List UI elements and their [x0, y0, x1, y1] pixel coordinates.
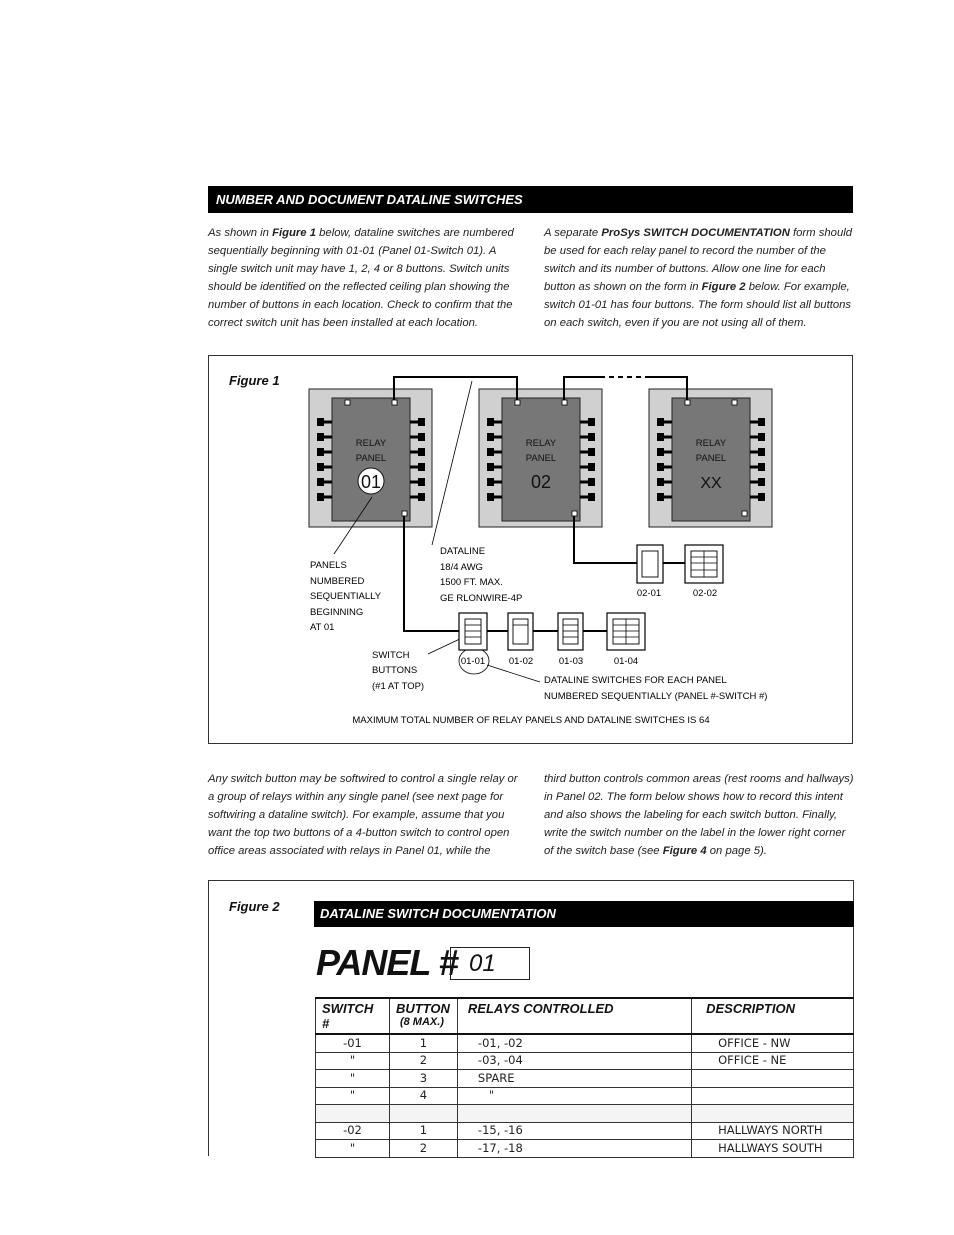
panel-connector — [410, 421, 418, 424]
panel-connector — [317, 448, 324, 456]
switch-label-02-02: 02-02 — [692, 588, 718, 599]
panel-connector — [758, 433, 765, 441]
panel-xx-title-2: PANEL — [695, 453, 727, 464]
dataline-note-line-1: DATALINE — [440, 546, 486, 557]
switch-label-02-01: 02-01 — [636, 588, 662, 599]
header-switch: SWITCH # — [316, 998, 390, 1034]
panel-connector — [588, 433, 595, 441]
panel-connector — [664, 466, 672, 469]
cell-relays: -15, -16 — [457, 1122, 691, 1140]
cell-relays: " — [457, 1087, 691, 1105]
header-button: BUTTON (8 MAX.) — [389, 998, 457, 1034]
cell-button — [389, 1105, 457, 1123]
panel-connector — [758, 418, 765, 426]
panel-connector — [487, 478, 494, 486]
panel-connector — [324, 496, 332, 499]
dataline-note-line-4: GE RLONWIRE-4P — [440, 593, 523, 604]
panel-connector — [580, 451, 588, 454]
cell-description: HALLWAYS SOUTH — [692, 1140, 854, 1158]
cell-description — [692, 1087, 854, 1105]
panel-connector — [580, 481, 588, 484]
dataline-note-line-3: 1500 FT. MAX. — [440, 577, 503, 588]
panel-connector — [410, 436, 418, 439]
table-row — [316, 1105, 854, 1123]
switch-01-01 — [459, 613, 487, 650]
panel-01-number: 01 — [360, 472, 382, 492]
table-row — [316, 1034, 854, 1052]
panel-connector — [750, 466, 758, 469]
panel-connector — [657, 418, 664, 426]
max-note: MAXIMUM TOTAL NUMBER OF RELAY PANELS AND DATALINE SWITCHES IS 64 — [352, 715, 710, 726]
cell-description: OFFICE - NE — [692, 1052, 854, 1070]
panel-connector — [317, 418, 324, 426]
panel-connector — [657, 463, 664, 471]
table-row — [316, 1070, 854, 1088]
switch-buttons-note-line-2: BUTTONS — [372, 665, 418, 676]
switch-02-02 — [685, 545, 723, 583]
panel-connector — [664, 451, 672, 454]
switch-01-02 — [508, 613, 533, 650]
cell-switch: " — [316, 1052, 390, 1070]
panel-xx-title-1: RELAY — [695, 438, 727, 449]
table-header-row — [316, 998, 854, 1034]
cell-relays: -03, -04 — [457, 1052, 691, 1070]
panel-connector — [657, 478, 664, 486]
panel-connector — [588, 493, 595, 501]
dataline-switches-01 — [404, 516, 459, 631]
panel-connector — [758, 478, 765, 486]
panel-connector — [758, 463, 765, 471]
cell-button: 1 — [389, 1122, 457, 1140]
cell-description — [692, 1105, 854, 1123]
figure-2-reference: Figure 2 — [701, 281, 746, 293]
panel-connector — [580, 496, 588, 499]
header-description: DESCRIPTION — [692, 998, 854, 1034]
panel-connector — [410, 496, 418, 499]
cell-button: 2 — [389, 1052, 457, 1070]
cell-relays — [457, 1105, 691, 1123]
panel-connector — [494, 436, 502, 439]
cell-switch: " — [316, 1070, 390, 1088]
cell-description — [692, 1070, 854, 1088]
switch-label-01-02: 01-02 — [508, 656, 534, 667]
figure-1-reference: Figure 1 — [272, 227, 317, 239]
panel-connector — [418, 478, 425, 486]
cell-relays: -17, -18 — [457, 1140, 691, 1158]
panel-connector — [324, 466, 332, 469]
panel-connector — [418, 418, 425, 426]
panel-01-title-1: RELAY — [355, 438, 387, 449]
dataline-note-line-2: 18/4 AWG — [440, 562, 483, 573]
panel-connector — [664, 436, 672, 439]
panel-connector — [657, 448, 664, 456]
form-title: DATALINE SWITCH DOCUMENTATION — [320, 906, 556, 921]
table-row — [316, 1052, 854, 1070]
panel-connector — [758, 448, 765, 456]
prosys-form-name: ProSys SWITCH DOCUMENTATION — [601, 227, 790, 239]
switch-buttons-note-line-3: (#1 AT TOP) — [372, 681, 425, 692]
panel-02-title-2: PANEL — [525, 453, 557, 464]
panel-connector — [588, 448, 595, 456]
panel-number-label: PANEL # — [316, 942, 458, 983]
cell-switch — [316, 1105, 390, 1123]
panel-connector — [317, 493, 324, 501]
panel-connector — [410, 451, 418, 454]
switches-note-line-2: NUMBERED SEQUENTIALLY (PANEL #-SWITCH #) — [544, 691, 768, 702]
panel-connector — [580, 436, 588, 439]
panel-connector — [580, 466, 588, 469]
cell-button: 1 — [389, 1034, 457, 1052]
cell-relays: -01, -02 — [457, 1034, 691, 1052]
panel-connector — [750, 421, 758, 424]
table-row — [316, 1140, 854, 1158]
body-paragraph-left: Any switch button may be softwired to control a single relay or a group of relays within any single panel (see next page for softwiring a dataline switch). For example, assume that you want the top two buttons of a 4-button switch to control open office areas associated with relays in Panel 01, while the — [208, 773, 518, 857]
panel-connector — [580, 421, 588, 424]
panel-connector — [487, 448, 494, 456]
panels-note-line-5: AT 01 — [310, 622, 335, 633]
panel-connector — [418, 493, 425, 501]
panel-connector — [487, 493, 494, 501]
cell-button: 4 — [389, 1087, 457, 1105]
intro-paragraph-right: A separate ProSys SWITCH DOCUMENTATION form should be used for each relay panel to record the number of the switch and its number of buttons. Allow one line for each button as shown on the form in Figure 2 below. For example, switch 01-01 has four buttons. The form should list all buttons on each switch, even if you are not using all of them. — [544, 227, 853, 329]
cell-switch: -01 — [316, 1034, 390, 1052]
switch-documentation-table — [315, 997, 854, 1158]
panel-connector — [324, 451, 332, 454]
panel-connector — [487, 433, 494, 441]
switch-01-04 — [607, 613, 645, 650]
panel-xx-number: XX — [700, 475, 722, 492]
panel-connector — [664, 481, 672, 484]
cell-switch: -02 — [316, 1122, 390, 1140]
section-title: NUMBER AND DOCUMENT DATALINE SWITCHES — [216, 192, 523, 207]
panel-connector — [664, 496, 672, 499]
switch-02-01 — [637, 545, 663, 583]
panels-note-line-1: PANELS — [310, 560, 347, 571]
body-paragraph-right: third button controls common areas (rest rooms and hallways) in Panel 02. The form below shows how to record this intent and also shows the labeling for each switch button. Finally, write the switch number on the label in the lower right corner of the switch base (see Figure 4 on page 5). — [544, 773, 854, 857]
panel-connector — [324, 421, 332, 424]
panels-note-line-4: BEGINNING — [310, 607, 364, 618]
panel-connector — [750, 496, 758, 499]
panel-connector — [410, 481, 418, 484]
panel-02-number: 02 — [530, 472, 552, 492]
cell-relays: SPARE — [457, 1070, 691, 1088]
panel-connector — [494, 466, 502, 469]
panel-connector — [657, 433, 664, 441]
figure-4-reference: Figure 4 — [662, 845, 707, 857]
panel-connector — [324, 436, 332, 439]
panel-connector — [657, 493, 664, 501]
panel-connector — [317, 478, 324, 486]
header-relays: RELAYS CONTROLLED — [457, 998, 691, 1034]
switch-buttons-note-line-1: SWITCH — [372, 650, 410, 661]
form-title-bar — [314, 901, 854, 927]
switch-label-01-03: 01-03 — [558, 656, 584, 667]
panel-connector — [664, 421, 672, 424]
panel-number-field: 01 — [450, 947, 530, 980]
panels-note-line-2: NUMBERED — [310, 576, 365, 587]
panel-connector — [494, 451, 502, 454]
panel-connector — [317, 463, 324, 471]
panel-connector — [410, 466, 418, 469]
panel-connector — [588, 418, 595, 426]
switch-01-03 — [558, 613, 583, 650]
cell-description: OFFICE - NW — [692, 1034, 854, 1052]
panel-connector — [494, 481, 502, 484]
panel-connector — [494, 496, 502, 499]
panel-connector — [487, 463, 494, 471]
table-row — [316, 1087, 854, 1105]
cell-description: HALLWAYS NORTH — [692, 1122, 854, 1140]
panel-connector — [418, 448, 425, 456]
leader-switches-note — [487, 665, 540, 682]
panel-connector — [418, 433, 425, 441]
leader-dataline-note — [432, 381, 472, 545]
panel-connector — [317, 433, 324, 441]
intro-paragraph-left: As shown in Figure 1 below, dataline switches are numbered sequentially beginning with 01-01 (Panel 01-Switch 01). A single switch unit may have 1, 2, 4 or 8 buttons. Switch units should be identified on the reflected ceiling plan showing the number of buttons in each location. Check to confirm that the correct switch unit has been installed at each location. — [208, 227, 514, 329]
panel-connector — [487, 418, 494, 426]
cell-button: 2 — [389, 1140, 457, 1158]
panels-note-line-3: SEQUENTIALLY — [310, 591, 382, 602]
panel-connector — [750, 481, 758, 484]
panel-02-title-1: RELAY — [525, 438, 557, 449]
switch-label-01-01: 01-01 — [460, 656, 486, 667]
cell-switch: " — [316, 1087, 390, 1105]
table-row — [316, 1122, 854, 1140]
panel-connector — [750, 451, 758, 454]
panel-connector — [324, 481, 332, 484]
cell-switch: " — [316, 1140, 390, 1158]
panel-connector — [588, 463, 595, 471]
panel-01-title-2: PANEL — [355, 453, 387, 464]
figure-1-label: Figure 1 — [229, 373, 280, 388]
panel-connector — [588, 478, 595, 486]
figure-2-label: Figure 2 — [229, 899, 280, 914]
switch-label-01-04: 01-04 — [613, 656, 639, 667]
switches-note-line-1: DATALINE SWITCHES FOR EACH PANEL — [544, 675, 727, 686]
panel-connector — [418, 463, 425, 471]
panel-connector — [758, 493, 765, 501]
panel-connector — [494, 421, 502, 424]
header-button-sub: (8 MAX.) — [399, 1016, 444, 1028]
cell-button: 3 — [389, 1070, 457, 1088]
panel-connector — [750, 436, 758, 439]
